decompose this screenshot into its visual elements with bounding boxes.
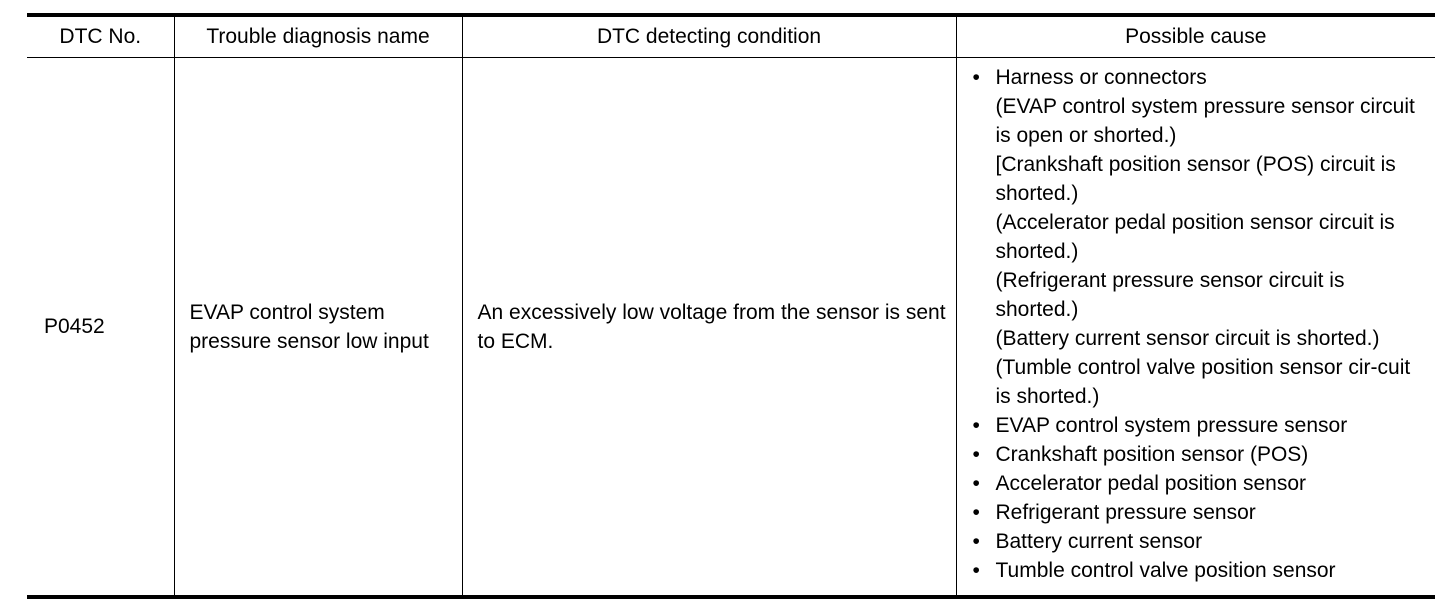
cause-text: Accelerator pedal position sensor (995, 472, 1307, 495)
header-dtc-no: DTC No. (27, 15, 174, 58)
cause-detail: (Tumble control valve position sensor cir-cuit is shorted.) (995, 356, 1411, 408)
cause-item (971, 556, 1428, 585)
cause-text: Crankshaft position sensor (POS) (995, 443, 1309, 466)
cause-detail: [Crankshaft position sensor (POS) circuit is shorted.) (995, 153, 1396, 205)
diagnosis-name-cell: EVAP control system pressure sensor low input (174, 58, 462, 598)
dtc-table (27, 13, 1435, 599)
bullet-icon: • (972, 501, 980, 524)
header-possible-cause: Possible cause (956, 15, 1435, 58)
bullet-icon: • (972, 559, 980, 582)
cause-text: Harness or connectors (995, 66, 1207, 89)
bullet-icon: • (972, 472, 980, 495)
cause-detail: (Refrigerant pressure sensor circuit is shorted.) (995, 269, 1345, 321)
cause-item (971, 411, 1428, 440)
cause-detail: (Battery current sensor circuit is shorted.) (995, 327, 1380, 350)
bullet-icon: • (972, 414, 980, 437)
cause-detail: (Accelerator pedal position sensor circuit is shorted.) (995, 211, 1395, 263)
cause-text: Tumble control valve position sensor (995, 559, 1336, 582)
table-row (27, 58, 1435, 598)
cause-text: EVAP control system pressure sensor (995, 414, 1348, 437)
header-dtc-detecting-condition: DTC detecting condition (462, 15, 956, 58)
cause-item (971, 63, 1428, 411)
cause-item (971, 527, 1428, 556)
table-header-row (27, 15, 1435, 58)
bullet-icon: • (972, 443, 980, 466)
cause-detail: (EVAP control system pressure sensor circuit is open or shorted.) (995, 95, 1415, 147)
detecting-condition-cell: An excessively low voltage from the sensor is sent to ECM. (462, 58, 956, 598)
dtc-code-cell: P0452 (27, 58, 174, 598)
cause-item (971, 440, 1428, 469)
cause-text: Battery current sensor (995, 530, 1203, 553)
cause-item (971, 469, 1428, 498)
bullet-icon: • (972, 66, 980, 89)
cause-text: Refrigerant pressure sensor (995, 501, 1256, 524)
possible-cause-cell (956, 58, 1435, 598)
bullet-icon: • (972, 530, 980, 553)
cause-item (971, 498, 1428, 527)
header-trouble-diagnosis-name: Trouble diagnosis name (174, 15, 462, 58)
possible-cause-list (971, 63, 1428, 585)
